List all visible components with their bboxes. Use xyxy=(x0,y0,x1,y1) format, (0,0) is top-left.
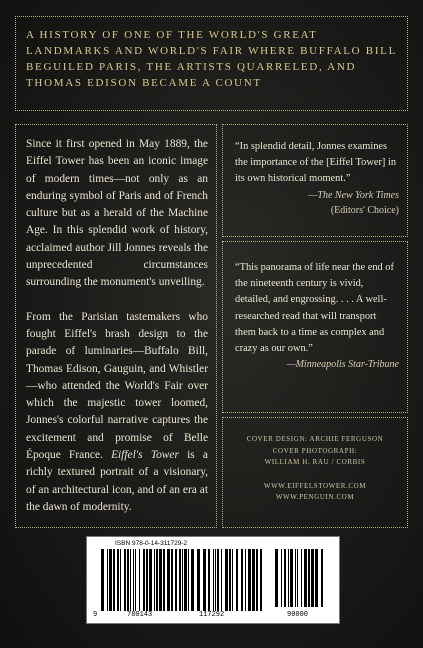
review-source: —Minneapolis Star-Tribune xyxy=(286,359,399,371)
description-paragraph-1: Since it first opened in May 1889, the Eiffel Tower has been an iconic image of modern times—not only as an enduring symbol of Paris and of French culture but as a herald of the Machine Age. In this splendid work of history, acclaimed author Jill Jonnes reveals the unprecedented circumstances surrounding the monument's unveiling. xyxy=(26,138,208,289)
barcode-digit-first: 9 xyxy=(93,611,98,619)
review-note: (Editors' Choice) xyxy=(330,204,399,216)
barcode-digits-left: 780143 xyxy=(127,611,153,619)
description-paragraph-2 xyxy=(26,309,208,517)
review-quote: “In splendid detail, Jonnes examines the importance of the [Eiffel Tower] in its own historical moment.” xyxy=(235,141,397,185)
review-panel-star-tribune xyxy=(222,241,408,413)
cover-photo-label: COVER PHOTOGRAPH: xyxy=(272,446,358,455)
barcode-bars xyxy=(101,549,266,611)
barcode-addon-bars xyxy=(275,549,325,607)
description-panel xyxy=(15,124,217,528)
review-quote: “This panorama of life near the end of the nineteenth century is vivid, detailed, and engrossing. . . . A well-researched read that will transport them back to a time as complex and crazy as our own.” xyxy=(235,262,394,355)
barcode-addon-digits: 90000 xyxy=(287,611,309,619)
book-title: Eiffel's Tower xyxy=(111,449,179,462)
publisher-url: WWW.PENGUIN.COM xyxy=(275,493,355,501)
description-text-before-title: From the Parisian tastemakers who fought Eiffel's brash design to the parade of luminaries—Buffalo Bill, Thomas Edison, Gauguin, and Whistler—who attended the World's Fair over which the majestic tower loomed, Jonnes's colorful narrative captures the excitement and promise of Belle Époque France. xyxy=(26,310,208,462)
cover-design-credit: COVER DESIGN: ARCHIE FERGUSON xyxy=(246,435,384,443)
tagline-panel xyxy=(15,16,408,111)
barcode xyxy=(86,536,340,624)
isbn-label: ISBN 978-0-14-311729-2 xyxy=(115,540,188,547)
review-panel-nyt xyxy=(222,124,408,237)
tagline: A HISTORY OF ONE OF THE WORLD'S GREAT LANDMARKS AND WORLD'S FAIR WHERE BUFFALO BILL BEGUILED PARIS, THE ARTISTS QUARRELED, AND THOMAS EDISON BECAME A COUNT xyxy=(26,29,397,89)
barcode-digits-right: 117292 xyxy=(199,611,225,619)
description-text-after-title: is a richly textured portrait of a visionary, of an architectural icon, and of an era at the dawn of modernity. xyxy=(26,449,208,513)
cover-photo-credit: WILLIAM H. RAU / CORBIS xyxy=(264,458,366,466)
website-url: WWW.EIFFELSTOWER.COM xyxy=(263,481,367,490)
review-source: —The New York Times xyxy=(308,189,399,201)
credits-panel xyxy=(222,417,408,528)
